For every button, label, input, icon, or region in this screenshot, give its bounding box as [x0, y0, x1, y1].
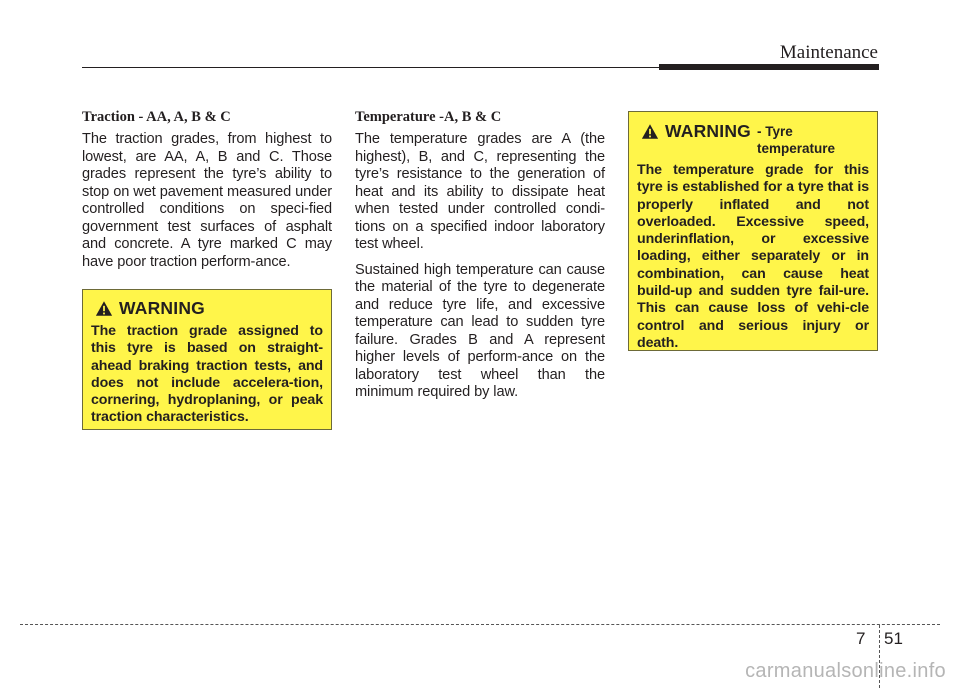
warning-label: WARNING	[665, 121, 751, 141]
temperature-warning-text: The temperature grade for this tyre is established for a tyre that is properly inflated and not overloaded. Excessive speed, underinflation, or excessive loading, either separately or in combination, can cause heat build-up and sudden tyre fail-ure. This can cause loss of vehi-cle control and serious injury or death.	[637, 162, 869, 351]
temperature-column	[355, 108, 605, 410]
warning-label: WARNING	[119, 298, 205, 318]
temperature-para-1: The temperature grades are A (the highest), B, and C, representing the tyre’s resistance to the generation of heat and its ability to dissipate heat when tested under controlled condi-tions on a specified indoor laboratory test wheel.	[355, 131, 605, 252]
temperature-warning-box	[628, 111, 878, 351]
watermark: carmanualsonline.info	[745, 660, 946, 682]
traction-body: The traction grades, from highest to lowest, are AA, A, B and C. Those grades represent the tyre’s ability to stop on wet pavement measured under controlled conditions on speci-fied government test surfaces of asphalt and concrete. A tyre marked C may have poor traction perform-ance.	[82, 131, 332, 270]
page-number: 51	[884, 629, 903, 648]
warning-subtitle: - Tyre temperature	[756, 124, 836, 156]
traction-warning-box	[82, 289, 332, 430]
traction-warning-text: The traction grade assigned to this tyre is based on straight-ahead braking traction tests, and does not include accelera-tion, cornering, hydroplaning, or peak traction characteristics.	[91, 323, 323, 426]
temperature-heading: Temperature -A, B & C	[355, 109, 502, 125]
header-rule-thick	[659, 64, 879, 70]
warning-triangle-icon	[95, 300, 113, 317]
chapter-number: 7	[856, 629, 866, 648]
warning-triangle-icon	[641, 123, 659, 140]
traction-column	[82, 108, 332, 279]
section-title: Maintenance	[779, 42, 878, 63]
traction-heading: Traction - AA, A, B & C	[82, 109, 231, 125]
warning-header	[91, 298, 323, 318]
footer-dashed-rule	[20, 624, 940, 625]
warning-header	[637, 121, 869, 157]
temperature-para-2: Sustained high temperature can cause the material of the tyre to degenerate and reduce tyre life, and excessive temperature can lead to sudden tyre failure. Grades B and A represent higher levels of perform-ance on the laboratory test wheel than the minimum required by law.	[355, 261, 605, 400]
header-rule-thin	[82, 67, 660, 68]
